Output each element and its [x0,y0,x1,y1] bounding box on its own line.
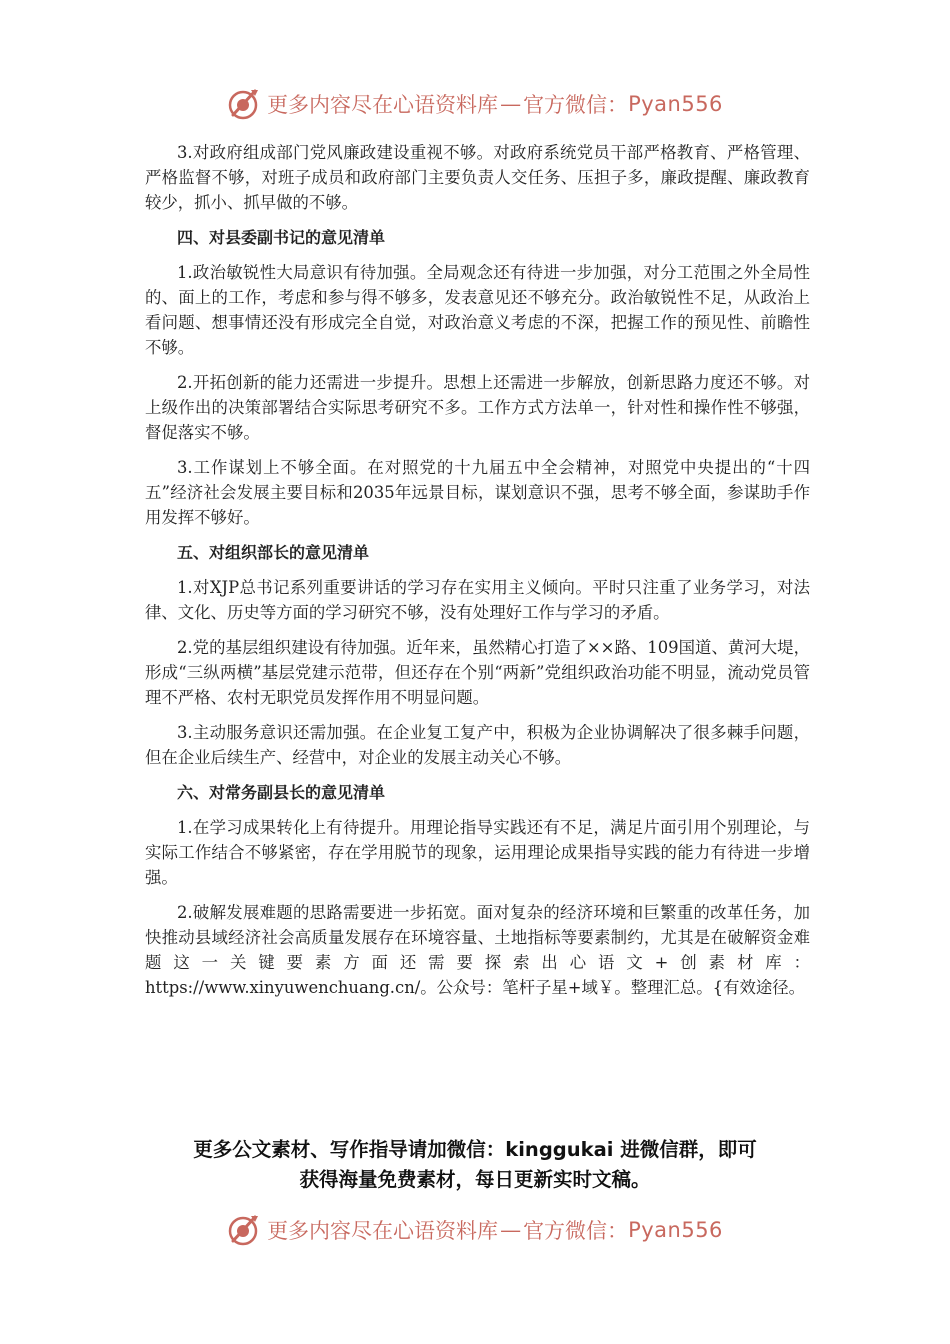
footer-line-2: 获得海量免费素材，每日更新实时文稿。 [299,1168,651,1191]
footer-line-1: 更多公文素材、写作指导请加微信：kinggukai 进微信群，即可 [193,1138,757,1161]
body-paragraph: 2.开拓创新的能力还需进一步提升。思想上还需进一步解放，创新思路力度还不够。对上级作出的决策部署结合实际思考研究不多。工作方式方法单一，针对性和操作性不够强，督促落实不够。 [145,373,810,442]
body-paragraph: 2.破解发展难题的思路需要进一步拓宽。面对复杂的经济环境和巨繁重的改革任务，加快推动县域经济社会高质量发展存在环境容量、土地指标等要素制约，尤其是在破解资金难题这一关键要素方面还需要探索出心语文+创素材库：https://www.xinyuwenchuang.cn/。公众号：笔杆子星+域￥。整理汇总。{有效途径。 [145,903,810,997]
banner-wechat-label: 官方微信： [523,1219,629,1243]
section-heading: 五、对组织部长的意见清单 [177,543,370,562]
section-heading: 四、对县委副书记的意见清单 [177,228,386,247]
body-paragraph: 1.在学习成果转化上有待提升。用理论指导实践还有不足，满足片面引用个别理论，与实际工作结合不够紧密，存在学用脱节的现象，运用理论成果指导实践的能力有待进一步增强。 [145,818,810,887]
banner-brand-text: 更多内容尽在心语资料库 [267,93,499,117]
banner-brand-text: 更多内容尽在心语资料库 [267,1219,499,1243]
banner-wechat-id: Pyan556 [628,92,723,116]
pen-logo-icon [227,87,261,121]
banner-wechat-id: Pyan556 [628,1218,723,1242]
body-paragraph: 3.工作谋划上不够全面。在对照党的十九届五中全会精神，对照党中央提出的“十四五”经济社会发展主要目标和2035年远景目标，谋划意识不强，思考不够全面，参谋助手作用发挥不够好。 [145,458,810,527]
pen-logo-icon [227,1213,261,1247]
document-body [145,140,810,1010]
body-paragraph: 1.政治敏锐性大局意识有待加强。全局观念还有待进一步加强，对分工范围之外全局性的、面上的工作，考虑和参与得不够多，发表意见还不够充分。政治敏锐性不足，从政治上看问题、想事情还没有形成完全自觉，对政治意义考虑的不深，把握工作的预见性、前瞻性不够。 [145,263,810,357]
banner-dash: — [500,92,522,116]
header-watermark-banner [0,82,950,126]
banner-wechat-label: 官方微信： [523,93,629,117]
section-heading: 六、对常务副县长的意见清单 [177,783,386,802]
banner-dash: — [500,1218,522,1242]
footer-promo-note [140,1135,810,1195]
body-paragraph: 1.对XJP总书记系列重要讲话的学习存在实用主义倾向。平时只注重了业务学习，对法律、文化、历史等方面的学习研究不够，没有处理好工作与学习的矛盾。 [145,578,810,622]
body-paragraph: 3.对政府组成部门党风廉政建设重视不够。对政府系统党员干部严格教育、严格管理、严格监督不够，对班子成员和政府部门主要负责人交任务、压担子多，廉政提醒、廉政教育较少，抓小、抓早做的不够。 [145,143,810,212]
footer-watermark-banner [0,1208,950,1252]
body-paragraph: 3.主动服务意识还需加强。在企业复工复产中，积极为企业协调解决了很多棘手问题，但在企业后续生产、经营中，对企业的发展主动关心不够。 [145,723,810,767]
body-paragraph: 2.党的基层组织建设有待加强。近年来，虽然精心打造了××路、109国道、黄河大堤，形成“三纵两横”基层党建示范带，但还存在个别“两新”党组织政治功能不明显，流动党员管理不严格、农村无职党员发挥作用不明显问题。 [145,638,810,707]
